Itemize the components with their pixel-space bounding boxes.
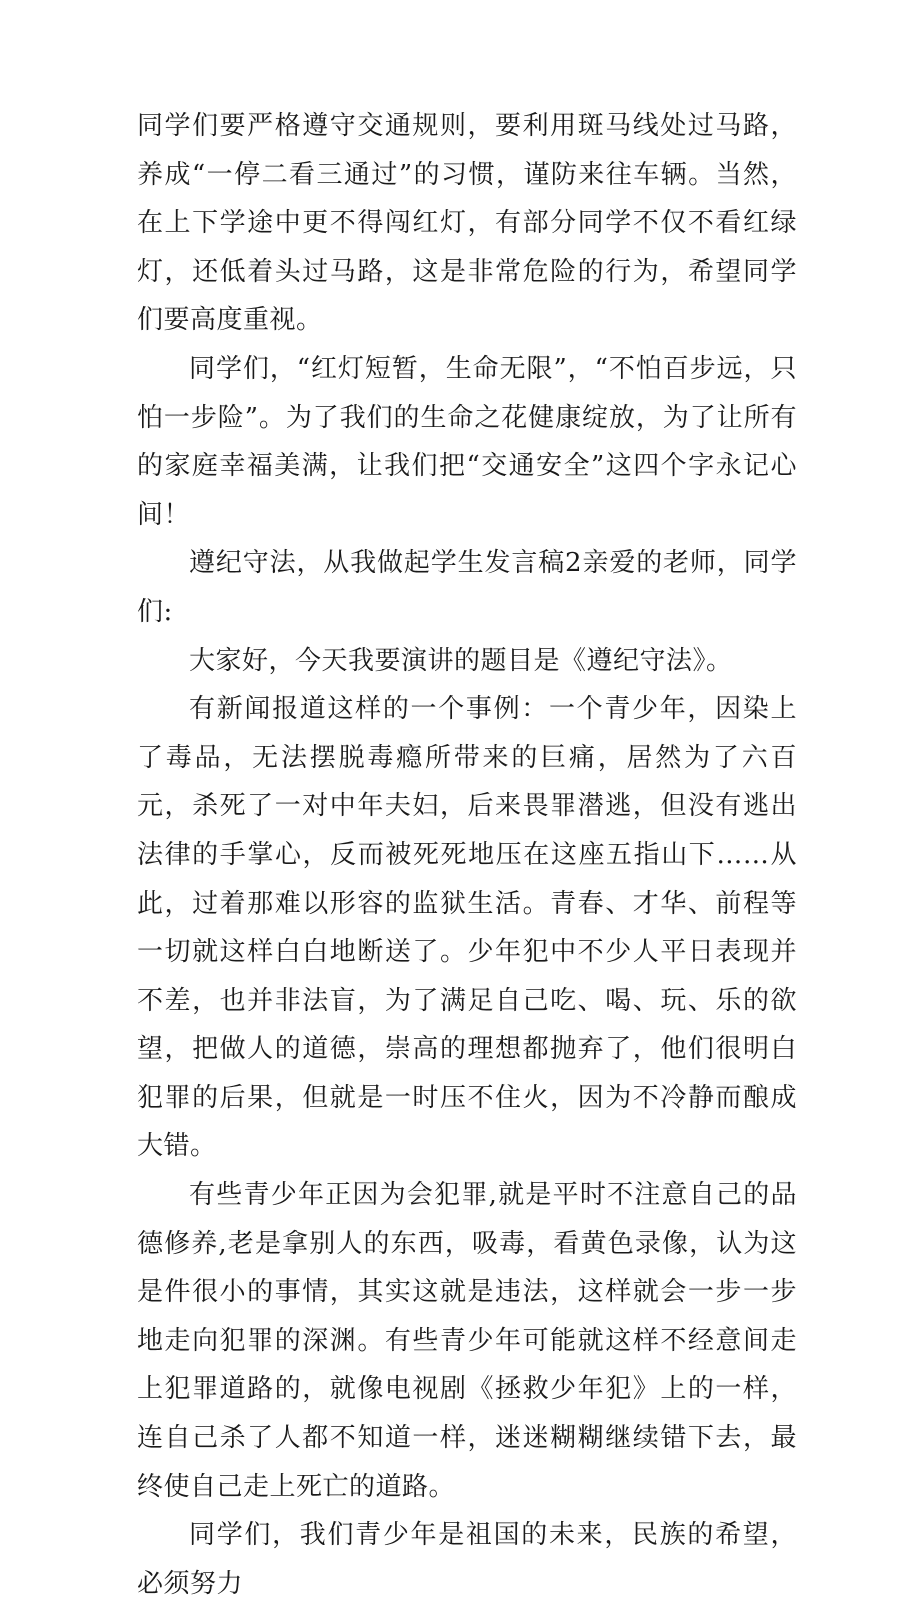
paragraph-7: 同学们，我们青少年是祖国的未来，民族的希望，必须努力 [137,1520,797,1599]
paragraph-6: 有些青少年正因为会犯罪,就是平时不注意自己的品德修养,老是拿别人的东西，吸毒，看黄色录像，认为这是件很小的事情，其实这就是违法，这样就会一步一步地走向犯罪的深渊。有些青少年可能就这样不经意间走上犯罪道路的，就像电视剧《拯救少年犯》上的一样，连自己杀了人都不知道一样，迷迷糊糊继续错下去，最终使自己走上死亡的道路。 [137,1180,797,1502]
paragraph-5: 有新闻报道这样的一个事例：一个青少年，因染上了毒品，无法摆脱毒瘾所带来的巨痛，居然为了六百元，杀死了一对中年夫妇，后来畏罪潜逃，但没有逃出法律的手掌心，反而被死死地压在这座五指山下……从此，过着那难以形容的监狱生活。青春、才华、前程等一切就这样白白地断送了。少年犯中不少人平日表现并不差，也并非法盲，为了满足自己吃、喝、玩、乐的欲望，把做人的道德，崇高的理想都抛弃了，他们很明白犯罪的后果，但就是一时压不住火，因为不冷静而酿成大错。 [137,694,797,1162]
paragraph-4: 大家好，今天我要演讲的题目是《遵纪守法》。 [189,645,733,676]
paragraph-3-heading: 遵纪守法，从我做起学生发言稿2亲爱的老师，同学们: [137,548,797,627]
document-body [137,102,797,1608]
paragraph-2: 同学们，“红灯短暂，生命无限”，“不怕百步远，只怕一步险”。为了我们的生命之花健康绽放，为了让所有的家庭幸福美满，让我们把“交通安全”这四个字永记心间！ [137,353,797,530]
paragraph-1: 同学们要严格遵守交通规则，要利用斑马线处过马路，养成“一停二看三通过”的习惯，谨防来往车辆。当然，在上下学途中更不得闯红灯，有部分同学不仅不看红绿灯，还低着头过马路，这是非常危险的行为，希望同学们要高度重视。 [137,111,797,336]
